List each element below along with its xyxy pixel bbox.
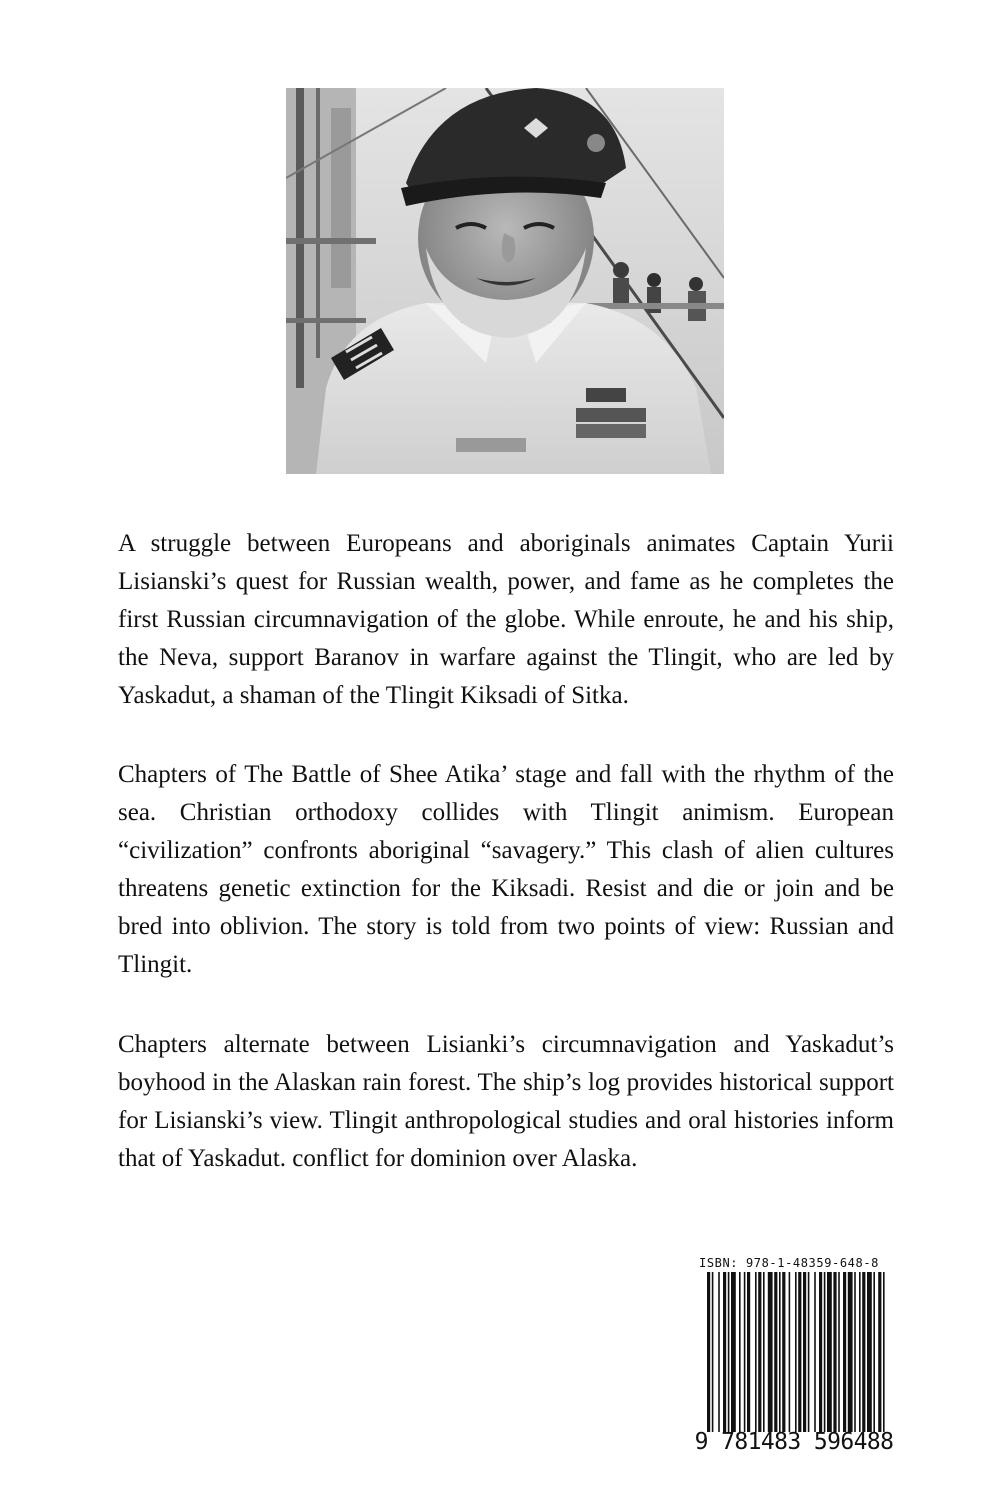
- ean-digits: 9 781483 596488: [694, 1429, 894, 1455]
- author-photo: [286, 88, 724, 474]
- description-paragraph-2: Chapters of The Battle of Shee Atika’ stage and fall with the rhythm of the sea. Christian orthodoxy collides with Tlingit animism. European “civilization” confronts aboriginal “savagery.” This clash of alien cultures threatens genetic extinction for the Kiksadi. Resist and die or join and be bred into oblivion. The story is told from two points of view: Russian and Tlingit.: [118, 761, 894, 978]
- description-paragraph-1: A struggle between Europeans and aboriginals animates Captain Yurii Lisianski’s quest for Russian wealth, power, and fame as he completes the first Russian circumnavigation of the globe. While enroute, he and his ship, the Neva, support Baranov in warfare against the Tlingit, who are led by Yaskadut, a shaman of the Tlingit Kiksadi of Sitka.: [118, 530, 894, 709]
- isbn-barcode: [693, 1256, 895, 1462]
- description-paragraph-3: Chapters alternate between Lisianki’s circumnavigation and Yaskadut’s boyhood in the Alaskan rain forest. The ship’s log provides historical support for Lisianski’s view. Tlingit anthropological studies and oral histories inform that of Yaskadut. conflict for dominion over Alaska.: [118, 1031, 894, 1172]
- author-photo-image: [286, 88, 724, 474]
- isbn-label: ISBN: 978-1-48359-648-8: [699, 1256, 879, 1270]
- barcode-bars: [693, 1272, 895, 1444]
